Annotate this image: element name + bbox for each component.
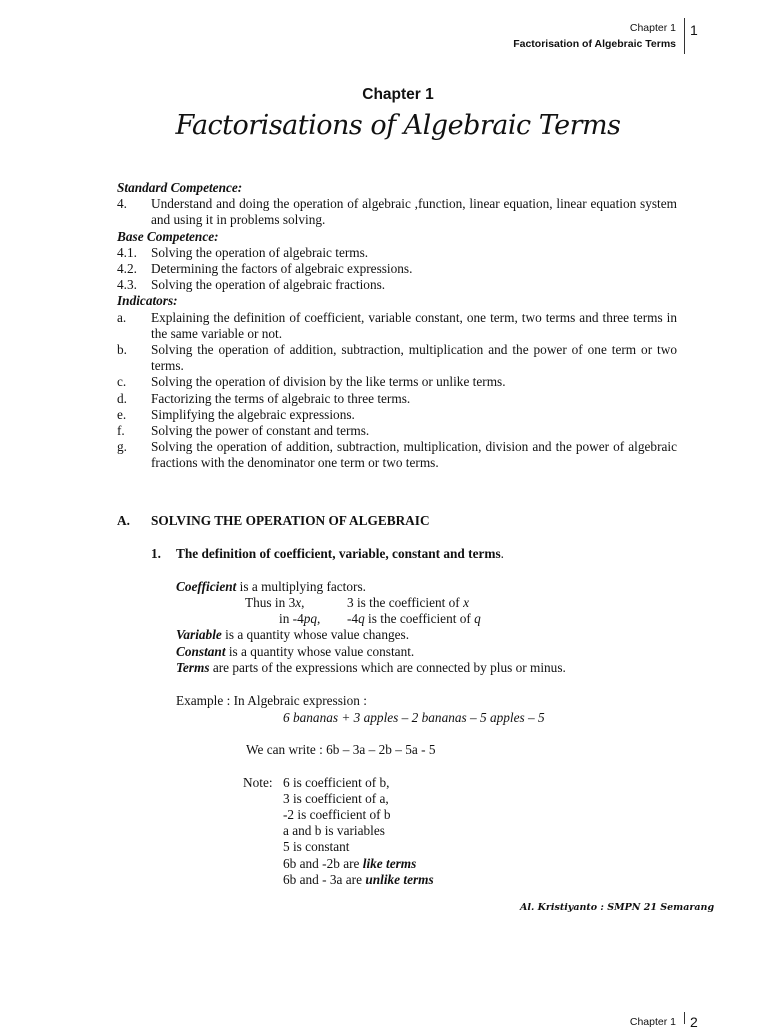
base-item-label: 4.2. (117, 261, 137, 277)
note-line-5: 5 is constant (283, 839, 350, 854)
base-item-text: Solving the operation of algebraic terms. (151, 244, 369, 260)
thus2-c: -4 (347, 611, 359, 626)
next-page-header (630, 1014, 676, 1030)
indicator-item-text: Simplifying the algebraic expressions. (151, 406, 355, 422)
indicator-item-label: f. (117, 423, 125, 439)
next-header-divider (684, 1012, 685, 1024)
sub1-period: . (500, 546, 504, 561)
note-label: Note: (243, 775, 273, 790)
sub1-heading (176, 546, 504, 562)
standard-heading: Standard Competence: (117, 180, 243, 195)
coefficient-text: is a multiplying factors. (236, 579, 366, 594)
example-3x-coef (347, 595, 469, 611)
indicator-item (117, 407, 677, 423)
terms-text: are parts of the expressions which are connected by plus or minus. (209, 660, 566, 675)
base-item (117, 245, 677, 261)
indicator-item-text: Solving the operation of addition, subtraction, multiplication, division and the power of algebraic fractions with the denominator one term or two terms. (151, 439, 677, 471)
base-item (117, 277, 677, 293)
write-expression: 6b – 3a – 2b – 5a - 5 (326, 742, 436, 757)
sub1-title: The definition of coefficient, variable, constant and terms (176, 546, 501, 561)
variable-word: Variable (176, 627, 222, 642)
page-number: 1 (690, 22, 698, 38)
note-line-3: -2 is coefficient of b (283, 807, 391, 822)
indicator-item-label: e. (117, 406, 127, 422)
indicator-item (117, 310, 677, 342)
indicator-item-text: Solving the power of constant and terms. (151, 423, 370, 439)
note-line-4: a and b is variables (283, 823, 385, 838)
note-unlike-terms (283, 872, 434, 888)
like-text: 6b and -2b are (283, 856, 363, 871)
base-item-label: 4.3. (117, 277, 137, 293)
thus2-a: in -4 (279, 611, 304, 626)
coefficient-definition (176, 579, 366, 595)
terms-word: Terms (176, 660, 210, 675)
note-like-terms (283, 856, 416, 872)
thus1-b: , (301, 595, 305, 610)
standard-item-text: Understand and doing the operation of algebraic ,function, linear equation, linear equation system and using it in problems solving. (151, 196, 677, 228)
indicator-item (117, 342, 677, 374)
thus1-d: x (463, 595, 469, 610)
example-4pq-coef (347, 611, 481, 627)
standard-item (117, 196, 677, 228)
section-a-title: SOLVING THE OPERATION OF ALGEBRAIC (151, 513, 430, 528)
variable-definition (176, 627, 409, 643)
example-3x (245, 595, 304, 611)
constant-definition (176, 644, 414, 660)
constant-text: is a quantity whose value constant. (225, 644, 415, 659)
indicator-item (117, 439, 677, 471)
header-chapter: Chapter 1 (629, 22, 676, 34)
thus2-b: , (317, 611, 321, 626)
thus2-e: is the coefficient of (364, 611, 475, 626)
unlike-terms-word: unlike terms (365, 872, 434, 887)
indicator-item-label: b. (117, 342, 127, 358)
indicator-item-text: Solving the operation of addition, subtraction, multiplication and the power of one term or two terms. (151, 342, 677, 374)
header-title: Factorisation of Algebraic Terms (513, 38, 676, 50)
thus1-c: 3 is the coefficient of (347, 595, 464, 610)
note-line-1: 6 is coefficient of b, (283, 775, 390, 790)
write-label: We can write : (246, 742, 327, 757)
terms-definition (176, 660, 566, 676)
base-item-label: 4.1. (117, 244, 137, 260)
page-header (513, 20, 676, 52)
like-terms-word: like terms (362, 856, 417, 871)
standard-item-label: 4. (117, 196, 127, 212)
indicator-item-label: c. (117, 374, 127, 390)
indicator-item-text: Solving the operation of division by the like terms or unlike terms. (151, 374, 506, 390)
indicator-item-text: Explaining the definition of coefficient, variable constant, one term, two terms and three terms in the same variable or not. (151, 309, 677, 341)
indicators-heading: Indicators: (117, 293, 178, 309)
note-line-2: 3 is coefficient of a, (283, 791, 389, 806)
indicator-item (117, 423, 677, 439)
base-heading: Base Competence: (117, 228, 219, 244)
header-divider (684, 18, 685, 54)
base-item (117, 261, 677, 277)
indicator-item-label: d. (117, 390, 127, 406)
chapter-label: Chapter 1 (362, 86, 434, 103)
unlike-text: 6b and - 3a are (283, 872, 366, 887)
thus2-f: q (474, 611, 481, 626)
thus2-d: q (358, 611, 365, 626)
coefficient-word: Coefficient (176, 579, 237, 594)
indicator-item-text: Factorizing the terms of algebraic to three terms. (151, 390, 411, 406)
competence-block (117, 180, 677, 472)
indicator-item (117, 391, 677, 407)
base-item-text: Solving the operation of algebraic fractions. (151, 277, 386, 293)
thus2-var: pq (303, 611, 318, 626)
example-4pq (279, 611, 320, 627)
variable-text: is a quantity whose value changes. (221, 627, 410, 642)
constant-word: Constant (176, 644, 226, 659)
write-line (246, 742, 435, 758)
base-item-text: Determining the factors of algebraic expressions. (151, 261, 413, 277)
next-page-number: 2 (690, 1014, 698, 1030)
thus1-a: Thus in 3 (245, 595, 296, 610)
section-a-label: A. (117, 513, 130, 528)
thus1-var: x (295, 595, 302, 610)
indicator-item (117, 374, 677, 390)
sub1-label: 1. (151, 546, 161, 561)
chapter-title: Factorisations of Algebraic Terms (175, 110, 621, 141)
indicator-item-label: g. (117, 439, 127, 455)
example-label: Example : In Algebraic expression : (176, 693, 367, 708)
next-header-chapter: Chapter 1 (629, 1016, 676, 1028)
indicator-item-label: a. (117, 309, 127, 325)
example-expression: 6 bananas + 3 apples – 2 bananas – 5 apples – 5 (283, 710, 545, 725)
author-signature: Al. Kristiyanto : SMPN 21 Semarang (520, 902, 715, 913)
